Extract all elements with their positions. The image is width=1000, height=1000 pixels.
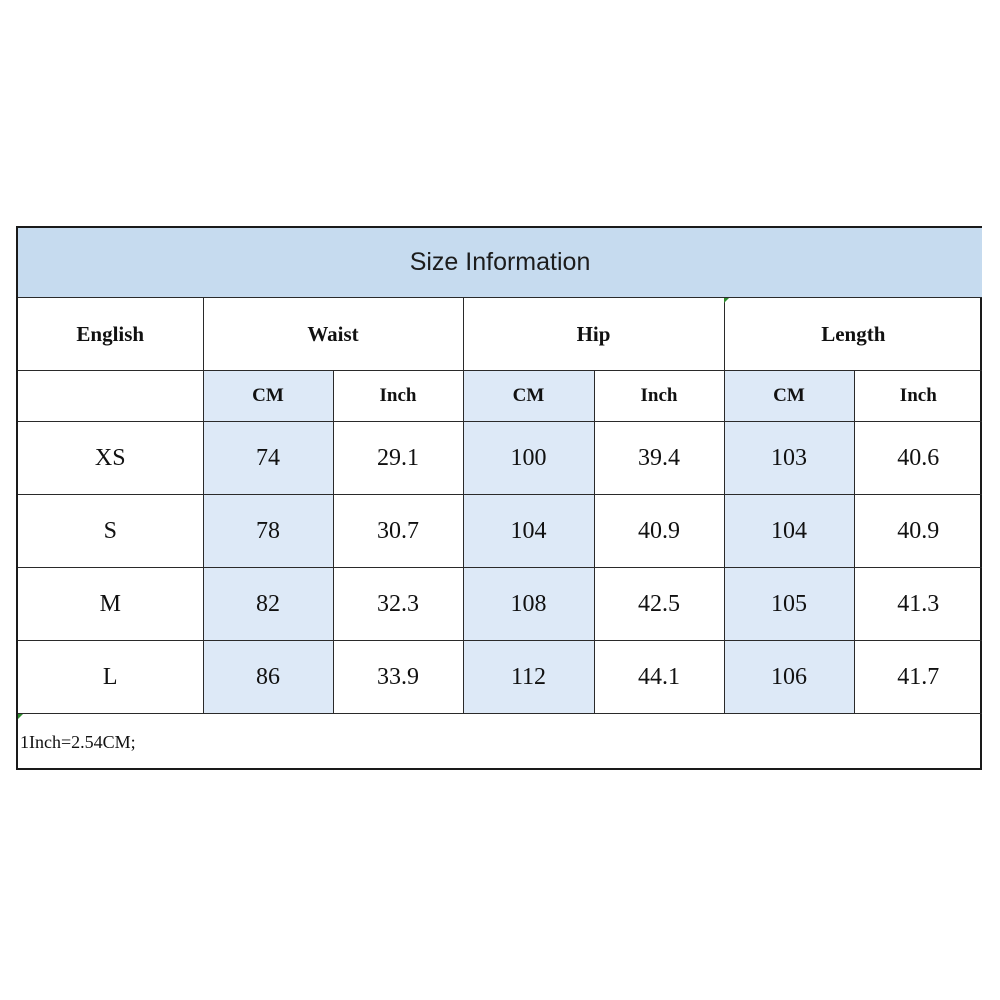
hip-inch-cell: 39.4 xyxy=(594,422,724,495)
table-row xyxy=(18,568,982,641)
header-length: Length xyxy=(724,298,982,371)
waist-inch-cell: 33.9 xyxy=(333,641,463,714)
unit-header-hip-cm: CM xyxy=(463,371,594,422)
unit-header-waist-cm: CM xyxy=(203,371,333,422)
hip-cm-cell: 104 xyxy=(463,495,594,568)
hip-inch-cell: 40.9 xyxy=(594,495,724,568)
waist-cm-cell: 82 xyxy=(203,568,333,641)
unit-header-hip-inch: Inch xyxy=(594,371,724,422)
hip-inch-cell: 44.1 xyxy=(594,641,724,714)
hip-cm-cell: 100 xyxy=(463,422,594,495)
table-row xyxy=(18,641,982,714)
header-empty-cell xyxy=(18,371,203,422)
conversion-note: 1Inch=2.54CM; xyxy=(18,714,982,772)
hip-cm-cell: 112 xyxy=(463,641,594,714)
waist-inch-cell: 32.3 xyxy=(333,568,463,641)
length-inch-cell: 40.9 xyxy=(854,495,982,568)
unit-header-length-inch: Inch xyxy=(854,371,982,422)
hip-inch-cell: 42.5 xyxy=(594,568,724,641)
length-cm-cell: 104 xyxy=(724,495,854,568)
header-waist: Waist xyxy=(203,298,463,371)
size-label: S xyxy=(18,495,203,568)
header-hip: Hip xyxy=(463,298,724,371)
unit-header-length-cm: CM xyxy=(724,371,854,422)
waist-cm-cell: 74 xyxy=(203,422,333,495)
length-inch-cell: 41.3 xyxy=(854,568,982,641)
size-chart xyxy=(16,226,982,770)
header-english: English xyxy=(18,298,203,371)
unit-header-waist-inch: Inch xyxy=(333,371,463,422)
hip-cm-cell: 108 xyxy=(463,568,594,641)
length-inch-cell: 41.7 xyxy=(854,641,982,714)
table-title: Size Information xyxy=(18,228,982,298)
table-row xyxy=(18,422,982,495)
size-label: L xyxy=(18,641,203,714)
size-label: M xyxy=(18,568,203,641)
length-cm-cell: 103 xyxy=(724,422,854,495)
length-cm-cell: 105 xyxy=(724,568,854,641)
waist-cm-cell: 78 xyxy=(203,495,333,568)
table-row xyxy=(18,495,982,568)
waist-inch-cell: 29.1 xyxy=(333,422,463,495)
size-label: XS xyxy=(18,422,203,495)
size-table xyxy=(18,228,982,771)
length-cm-cell: 106 xyxy=(724,641,854,714)
length-inch-cell: 40.6 xyxy=(854,422,982,495)
cell-comment-marker xyxy=(724,298,729,303)
waist-cm-cell: 86 xyxy=(203,641,333,714)
cell-comment-marker xyxy=(18,714,23,719)
waist-inch-cell: 30.7 xyxy=(333,495,463,568)
